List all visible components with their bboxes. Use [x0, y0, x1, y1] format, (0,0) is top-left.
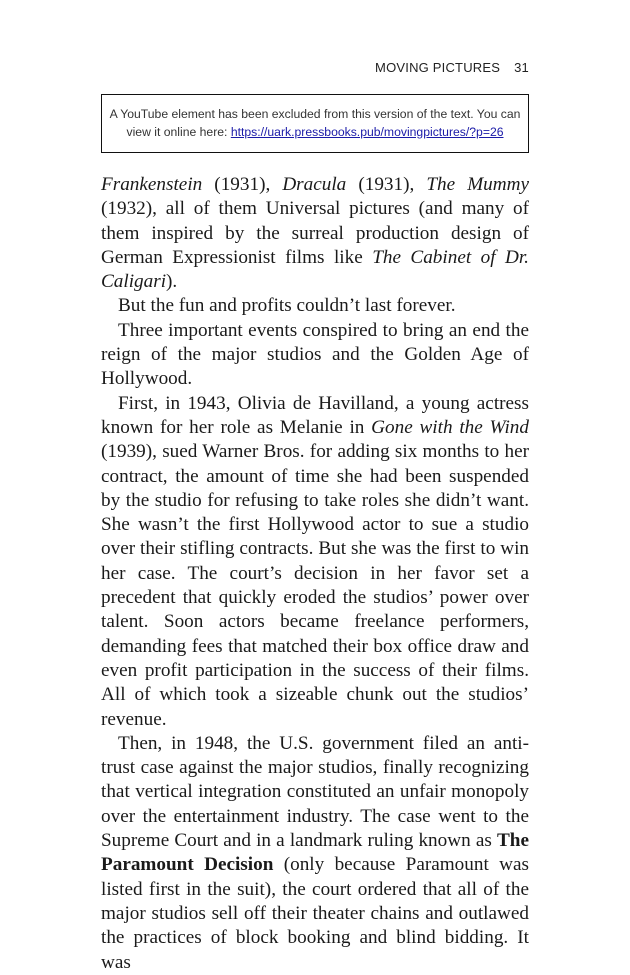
text-run: (1931),: [346, 174, 427, 195]
film-title: Frankenstein: [101, 174, 203, 195]
paragraph-5: [101, 732, 529, 975]
text-run: ).: [166, 271, 178, 293]
running-title: MOVING PICTURES: [375, 60, 501, 75]
text-run: (only because Paramount was listed first in the suit), the court ordered that all of the major studios sell off their theater chains and outlawed the practices of block booking and blind bidding. It was: [101, 854, 529, 973]
film-title: The Cabinet of Dr. Caligari: [101, 246, 529, 293]
film-title: The Mummy: [426, 174, 530, 195]
text-run: Then, in 1948, the U.S. government filed an anti-trust case against the major studios, finally recognizing that vertical integration constituted an unfair monopoly over the entertainment industry. The case went to the Supreme Court and in a landmark ruling known as: [101, 732, 529, 852]
paragraph-1: [101, 173, 529, 294]
notice-prefix: view it online here:: [126, 125, 231, 139]
key-term: The Paramount Decision: [101, 830, 529, 876]
running-head: [375, 60, 529, 75]
film-title: Gone with the Wind: [371, 416, 529, 438]
notice-link-line: [102, 123, 528, 141]
text-run: First, in 1943, Olivia de Havilland, a young actress known for her role as Melanie in: [101, 392, 529, 438]
text-run: (1931),: [202, 174, 283, 195]
notice-text: A YouTube element has been excluded from this version of the text. You can: [109, 107, 521, 121]
text-run: (1932), all of them Universal pictures (and many of them inspired by the surreal production design of German Expressionist films like: [101, 198, 529, 268]
paragraph-4: [101, 392, 529, 732]
paragraph-3: Three important events conspired to bring an end the reign of the major studios and the Golden Age of Hollywood.: [101, 319, 529, 390]
text-run: (1939), sued Warner Bros. for adding six months to her contract, the amount of time she had been suspended by the studio for refusing to take roles she didn’t want. She wasn’t the first Hollywood actor to sue a studio over their stifling contracts. But she was the first to win her case. The court’s decision in her favor set a precedent that quickly eroded the studios’ power over talent. Soon actors became freelance performers, demanding fees that matched their box office draw and even profit participation in the success of their films. All of which took a sizeable chunk out the studios’ revenue.: [101, 441, 529, 730]
film-title: Dracula: [282, 174, 347, 195]
paragraph-2: But the fun and profits couldn’t last forever.: [118, 295, 456, 317]
page-number: 31: [514, 60, 529, 75]
body-text: [101, 173, 529, 975]
youtube-excluded-notice: [101, 94, 529, 153]
online-version-link[interactable]: https://uark.pressbooks.pub/movingpictures/?p=26: [230, 125, 504, 139]
